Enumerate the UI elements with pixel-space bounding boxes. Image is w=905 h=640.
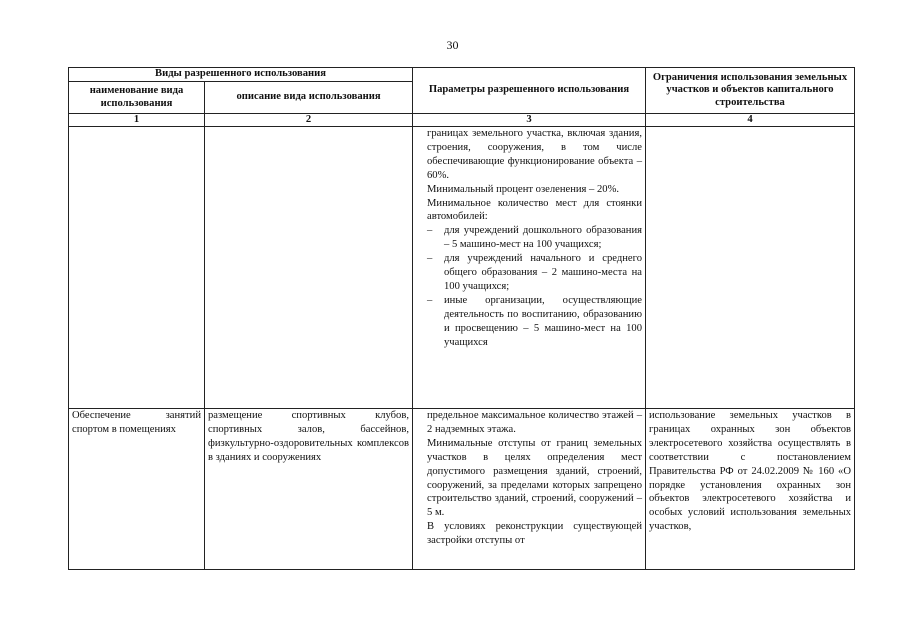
use-name-cell: Обеспечение занятий спортом в помещениях (69, 409, 205, 570)
params-cell (413, 127, 646, 409)
header-restrictions: Ограничения использования земельных участков и объектов капитального строительства (646, 68, 855, 114)
params-list-item: – для учреждений начального и среднего общего образования – 2 машино-места на 100 учащихся; (427, 252, 642, 294)
params-cell (413, 409, 646, 570)
header-use-description: описание вида использования (205, 82, 413, 114)
page-number: 30 (446, 38, 459, 52)
table-cell-empty (205, 127, 413, 409)
column-number: 3 (413, 114, 646, 127)
params-paragraph: Минимальный процент озеленения – 20%. (427, 183, 620, 195)
table-cell-empty (646, 127, 855, 409)
column-number: 1 (69, 114, 205, 127)
params-paragraph: Минимальные отступы от границ земельных участков в целях определения мест допустимого размещения зданий, строений, сооружений, за пределами которых запрещено строительство зданий, строений, сооружений – 5 м. (427, 437, 642, 519)
header-params: Параметры разрешенного использования (413, 68, 646, 114)
restrictions-cell: использование земельных участков в границах охранных зон объектов электросетевого хозяйства осуществлять в соответствии с постановлением Правительства РФ от 24.02.2009 № 160 «О порядке установления охранных зон объектов электросетевого хозяйства и особых условий использования земельных участков, (646, 409, 855, 570)
params-list-item: – для учреждений дошкольного образования – 5 машино-мест на 100 учащихся; (427, 224, 642, 252)
use-description-cell: размещение спортивных клубов, спортивных залов, бассейнов, физкультурно-оздоровительных комплексов в зданиях и сооружениях (205, 409, 413, 570)
header-group-title: Виды разрешенного использования (69, 68, 413, 82)
params-paragraph: В условиях реконструкции существующей застройки отступы от (427, 521, 642, 547)
column-number: 4 (646, 114, 855, 127)
params-paragraph: Минимальное количество мест для стоянки автомобилей: (427, 197, 642, 223)
params-paragraph: предельное максимальное количество этажей – 2 надземных этажа. (427, 410, 642, 435)
table-cell-empty (69, 127, 205, 409)
header-use-name: наименование вида использования (69, 82, 205, 114)
land-use-table (68, 67, 855, 570)
params-paragraph: границах земельного участка, включая здания, строения, сооружения, в том числе обеспечивающие функционирование объекта – 60%. (427, 128, 642, 181)
column-number: 2 (205, 114, 413, 127)
params-list-item: – иные организации, осуществляющие деятельность по воспитанию, образованию и просвещению – 5 машино-мест на 100 учащихся (427, 294, 642, 350)
